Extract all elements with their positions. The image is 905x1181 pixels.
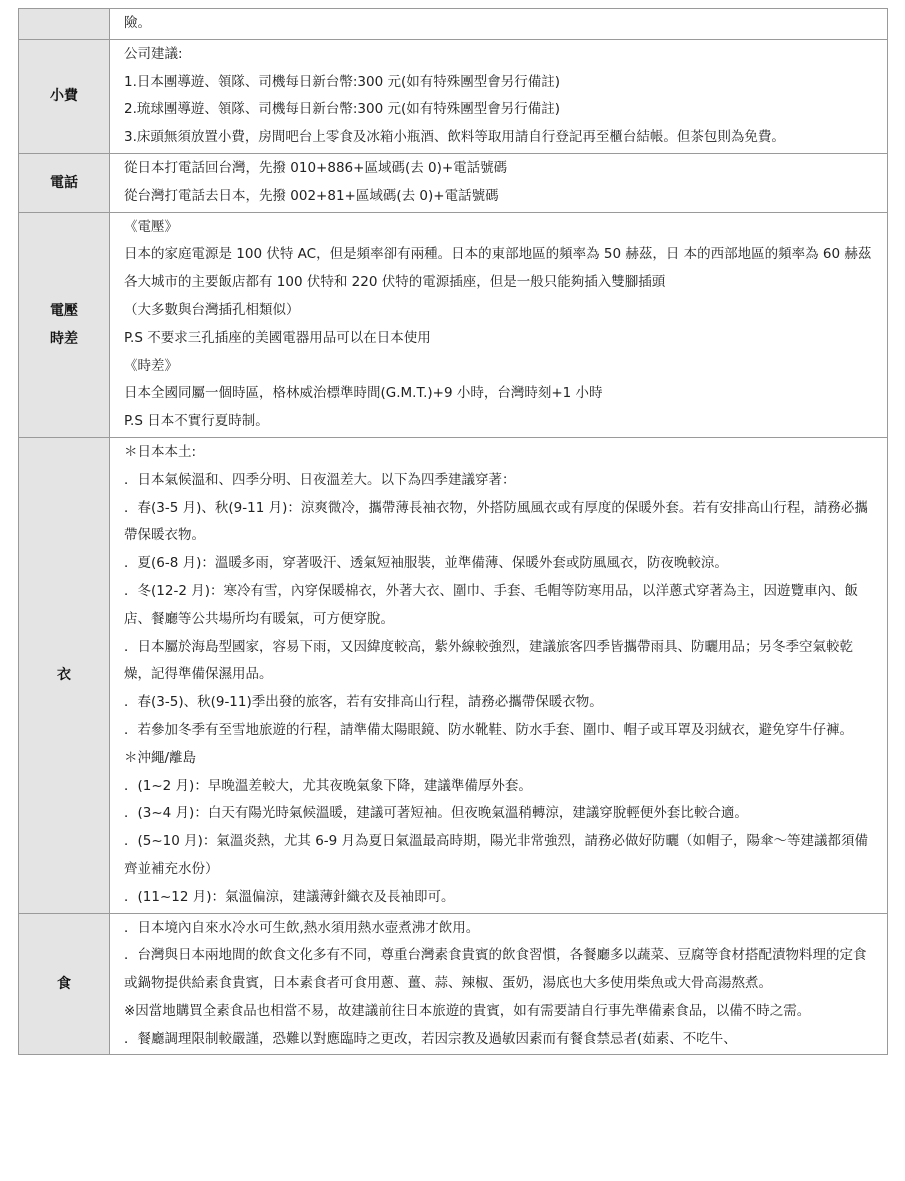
- row-content: [110, 153, 888, 212]
- content-line: 從日本打電話回台灣，先撥 010+886+區域碼(去 0)+電話號碼: [124, 159, 508, 176]
- content-line: 日本全國同屬一個時區，格林威治標準時間(G.M.T.)+9 小時，台灣時刻+1 小時: [124, 385, 603, 402]
- row-label: [19, 913, 110, 1055]
- content-line: ※因當地購買全素食品也相當不易，故建議前往日本旅遊的貴賓，如有需要請自行事先準備素食品，以備不時之需。: [124, 1002, 811, 1019]
- row-content: [110, 913, 888, 1055]
- row-label: [19, 153, 110, 212]
- content-line: 1.日本團導遊、領隊、司機每日新台幣:300 元(如有特殊團型會另行備註): [124, 73, 561, 90]
- tipping-row: [19, 39, 888, 153]
- content-line: ．日本境內自來水冷水可生飲,熱水須用熱水壺煮沸才飲用。: [124, 919, 480, 936]
- row-content: [110, 9, 888, 40]
- content-line: 公司建議:: [124, 45, 183, 62]
- content-line: ．(3~4 月)：白天有陽光時氣候溫暖，建議可著短袖。但夜晚氣溫稍轉涼，建議穿脫輕便外套比較合適。: [124, 805, 748, 822]
- content-line: 日本的家庭電源是 100 伏特 AC，但是頻率卻有兩種。日本的東部地區的頻率為 50 赫茲，日 本的西部地區的頻率為 60 赫茲: [124, 246, 872, 263]
- content-line: ＊沖繩/離島: [124, 749, 197, 766]
- travel-info-table: [18, 8, 888, 1055]
- row-label: [19, 9, 110, 40]
- content-line: ．(5~10 月)：氣溫炎熱，尤其 6-9 月為夏日氣溫最高時期，陽光非常強烈，請務必做好防曬（如帽子，陽傘～等建議都須備齊並補充水份）: [124, 833, 869, 877]
- content-line: ．(11~12 月)：氣溫偏涼，建議薄針織衣及長袖即可。: [124, 888, 455, 905]
- row-content: [110, 39, 888, 153]
- content-line: ．冬(12-2 月)：寒冷有雪，內穿保暖棉衣，外著大衣、圍巾、手套、毛帽等防寒用品，以洋蔥式穿著為主，因遊覽車內、飯店、餐廳等公共場所均有暖氣，可方便穿脫。: [124, 582, 858, 627]
- row-label-text: 時差: [50, 330, 78, 347]
- row-label-text: 食: [57, 975, 71, 992]
- row-label-text: 衣: [57, 667, 71, 684]
- row-content: [110, 212, 888, 437]
- voltage-timezone-row: [19, 212, 888, 437]
- content-line: ．春(3-5)、秋(9-11)季出發的旅客，若有安排高山行程，請務必攜帶保暖衣物。: [124, 694, 603, 711]
- content-line: 《電壓》: [124, 218, 178, 235]
- clothing-row: [19, 437, 888, 913]
- content-line: ．台灣與日本兩地間的飲食文化多有不同，尊重台灣素食貴賓的飲食習慣，各餐廳多以蔬菜、豆腐等食材搭配漬物料理的定食或鍋物提供給素食貴賓，日本素食者可食用蔥、薑、蒜、辣椒、蛋奶，湯底也大多使用柴魚或大骨高湯熬煮。: [124, 947, 867, 992]
- row-label-text: 電壓: [50, 302, 78, 319]
- row-label-text: 小費: [50, 88, 78, 105]
- content-line: ．(1~2 月)：早晚溫差較大，尤其夜晚氣象下降，建議準備厚外套。: [124, 777, 532, 794]
- content-line: ．春(3-5 月)、秋(9-11 月)：涼爽微冷，攜帶薄長袖衣物，外搭防風風衣或有厚度的保暖外套。若有安排高山行程，請務必攜帶保暖衣物。: [124, 499, 868, 544]
- row-label-text: 電話: [50, 174, 78, 191]
- content-line: 3.床頭無須放置小費，房間吧台上零食及冰箱小瓶酒、飲料等取用請自行登記再至櫃台結帳。但茶包則為免費。: [124, 129, 785, 146]
- content-line: 從台灣打電話去日本，先撥 002+81+區域碼(去 0)+電話號碼: [124, 187, 499, 204]
- content-line: 各大城市的主要飯店都有 100 伏特和 220 伏特的電源插座，但是一般只能夠插入雙腳插頭: [124, 274, 666, 291]
- content-line: ．餐廳調理限制較嚴謹，恐難以對應臨時之更改，若因宗教及過敏因素而有餐食禁忌者(茹素、不吃牛、: [124, 1030, 737, 1047]
- content-line: （大多數與台灣插孔相類似）: [124, 301, 300, 318]
- content-line: 險。: [124, 15, 151, 31]
- content-line: ＊日本本土:: [124, 443, 197, 460]
- continued-row: [19, 9, 888, 40]
- food-row: [19, 913, 888, 1055]
- content-line: ．夏(6-8 月)：溫暖多雨，穿著吸汗、透氣短袖服裝，並準備薄、保暖外套或防風風衣，防夜晚較涼。: [124, 555, 728, 572]
- row-content: [110, 437, 888, 913]
- content-line: ．日本氣候溫和、四季分明、日夜溫差大。以下為四季建議穿著：: [124, 471, 516, 488]
- phone-row: [19, 153, 888, 212]
- content-line: 2.琉球團導遊、領隊、司機每日新台幣:300 元(如有特殊團型會另行備註): [124, 101, 561, 118]
- row-label: [19, 212, 110, 437]
- content-line: P.S 日本不實行夏時制。: [124, 413, 269, 430]
- content-line: 《時差》: [124, 357, 178, 374]
- content-line: P.S 不要求三孔插座的美國電器用品可以在日本使用: [124, 329, 431, 346]
- row-label: [19, 437, 110, 913]
- row-label: [19, 39, 110, 153]
- content-line: ．日本屬於海島型國家，容易下雨，又因緯度較高，紫外線較強烈，建議旅客四季皆攜帶雨具、防曬用品；另冬季空氣較乾燥，記得準備保濕用品。: [124, 638, 853, 683]
- content-line: ．若參加冬季有至雪地旅遊的行程，請準備太陽眼鏡、防水靴鞋、防水手套、圍巾、帽子或耳罩及羽絨衣，避免穿牛仔褲。: [124, 721, 853, 738]
- travel-info-sheet: [18, 8, 888, 1055]
